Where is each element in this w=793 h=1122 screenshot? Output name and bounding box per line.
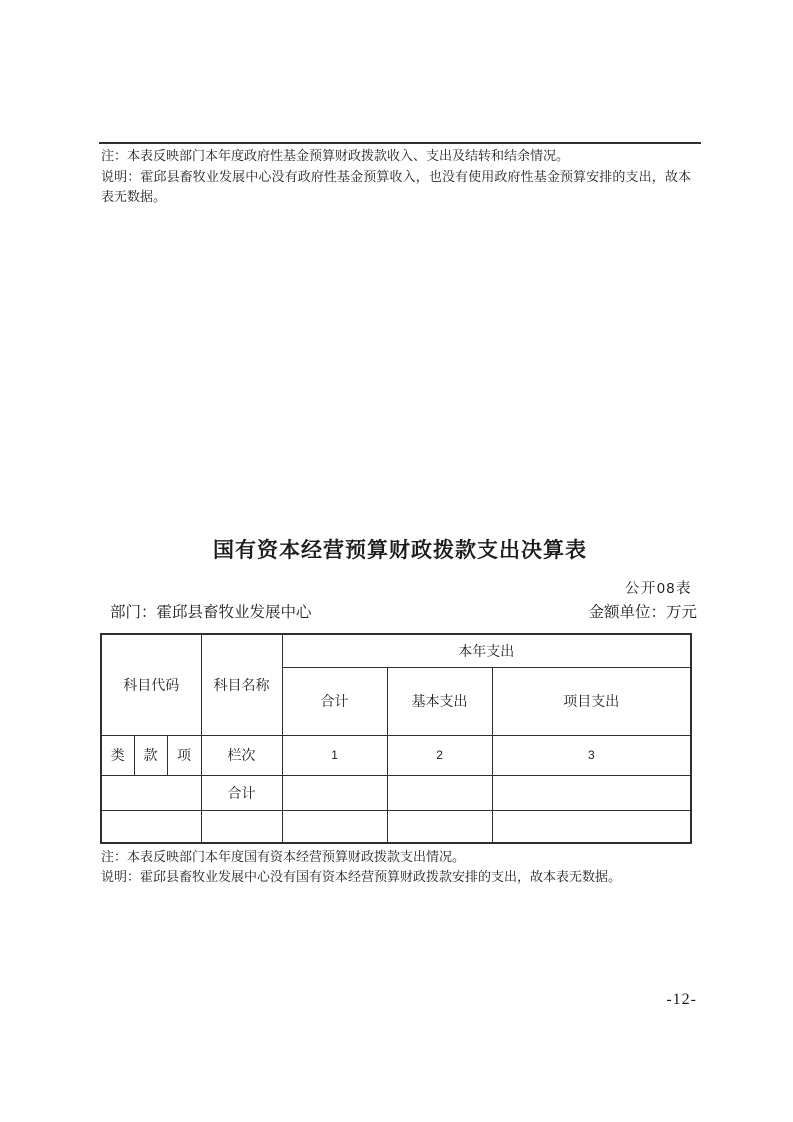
col-index-2: 2 — [387, 735, 492, 775]
cell-project — [492, 810, 691, 843]
cell-project — [492, 775, 691, 810]
cell-basic — [387, 810, 492, 843]
cell-basic — [387, 775, 492, 810]
header-basic-expenditure: 基本支出 — [387, 667, 492, 735]
col-index-3: 3 — [492, 735, 691, 775]
cell-name — [201, 810, 282, 843]
cell-name: 合计 — [201, 775, 282, 810]
explanation-text: 说明：霍邱县畜牧业发展中心没有政府性基金预算收入，也没有使用政府性基金预算安排的支出，故本表无数据。 — [101, 168, 691, 204]
page-number: -12- — [666, 991, 697, 1008]
expenditure-table — [100, 633, 692, 844]
note-text: 注：本表反映部门本年度政府性基金预算财政拨款收入、支出及结转和结余情况。 — [101, 148, 570, 163]
report-meta-row — [100, 600, 697, 622]
gov-fund-table-notes — [101, 146, 691, 208]
amount-unit-label: 金额单位：万元 — [588, 604, 697, 621]
header-subject-name: 科目名称 — [201, 634, 282, 735]
explanation-text: 说明：霍邱县畜牧业发展中心没有国有资本经营预算财政拨款安排的支出，故本表无数据。 — [101, 868, 622, 884]
section-divider — [99, 142, 701, 144]
column-index-row — [101, 735, 691, 775]
header-total: 合计 — [282, 667, 387, 735]
header-project-expenditure: 项目支出 — [492, 667, 691, 735]
table-row-empty — [101, 810, 691, 843]
header-current-year-expenditure: 本年支出 — [282, 634, 691, 667]
cell-total — [282, 775, 387, 810]
row-index-label: 栏次 — [201, 735, 282, 775]
table-code-label: 公开08表 — [624, 581, 692, 597]
capital-budget-table-notes — [101, 847, 701, 886]
header-subject-code: 科目代码 — [101, 634, 201, 735]
table-header-row-1 — [101, 634, 691, 667]
table-row-total — [101, 775, 691, 810]
subcol-section: 款 — [134, 735, 167, 775]
report-title: 国有资本经营预算财政拨款支出决算表 — [213, 539, 587, 562]
note-text: 注：本表反映部门本年度国有资本经营预算财政拨款支出情况。 — [101, 849, 466, 864]
cell-code — [101, 810, 201, 843]
cell-code — [101, 775, 201, 810]
col-index-1: 1 — [282, 735, 387, 775]
department-label: 部门：霍邱县畜牧业发展中心 — [110, 604, 312, 621]
subcol-class: 类 — [101, 735, 134, 775]
subcol-item: 项 — [167, 735, 201, 775]
cell-total — [282, 810, 387, 843]
